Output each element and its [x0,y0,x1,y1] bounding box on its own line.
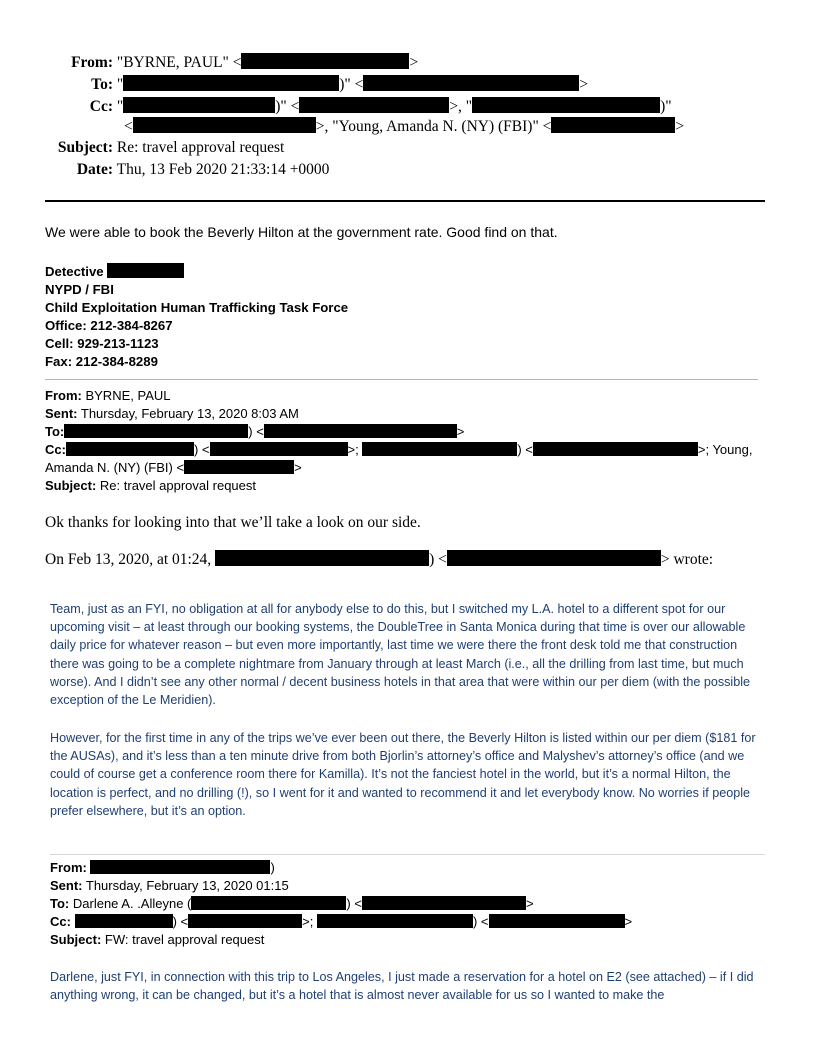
quoted3-cc-row: Cc: ) < >; ) < > [50,914,633,929]
redaction [188,914,302,928]
header-cc-row: Cc: " )" < >, " )" [0,97,672,117]
quoted3-sent-value: Thursday, February 13, 2020 01:15 [85,878,289,893]
header-to-label: To: [91,76,113,93]
header-cc-row-2: < >, "Young, Amanda N. (NY) (FBI)" < > [124,118,685,135]
header-cc-young: >, "Young, Amanda N. (NY) (FBI)" < [315,118,552,135]
redaction [363,75,579,91]
quoted1-to-label: To: [45,424,65,439]
redaction [107,263,184,278]
signature-office: Office: 212-384-8267 [45,318,173,333]
quoted3-subject-row [50,931,632,949]
redaction [123,75,339,91]
quoted-header-2 [50,859,632,949]
quote-divider-2 [50,854,765,855]
quoted3-to-row: To: Darlene A. .Alleyne ( ) < > [50,896,534,911]
header-from-value: "BYRNE, PAUL" < [116,54,242,71]
redaction [184,460,294,474]
redaction [362,896,526,910]
redaction [66,442,194,456]
redaction [75,914,173,928]
quoted3-from-label: From: [50,860,87,875]
quoted3-sent-row [50,877,632,895]
redaction [362,442,517,456]
quoted3-body: Darlene, just FYI, in connection with this trip to Los Angeles, I just made a reservation for a hotel on E2 (see attached) – if I did anything wrong, it can be changed, but it’s a hotel that is almost never available for us so I wanted to make the [50,970,754,1003]
quoted3-to-label: To: [50,896,70,911]
quoted2-para2: However, for the first time in any of the trips we’ve ever been out there, the Beverly Hilton is listed within our per diem ($181 for the AUSAs), and it’s less than a ten minute drive from both Bjorlin’s attorney’s office and Malyshev’s attorney’s office (and we could of course get a conference room there for Kamilla). It’s not the fanciest hotel in the world, but it’s a normal Hilton, the location is perfect, and no drilling (!), so I went for it and wanted to recommend it and let everybody know. No worries if people prefer elsewhere, but it’s an option. [50,731,756,818]
redaction [299,97,449,113]
message-body: We were able to book the Beverly Hilton at the government rate. Good find on that. [45,224,558,240]
header-subject-label: Subject: [57,139,113,156]
redaction [472,97,660,113]
quoted1-subject-row [45,477,752,495]
redaction [133,117,316,133]
signature-title: Detective [45,264,104,279]
quoted1-subject-value: Re: travel approval request [99,478,257,493]
redaction [317,914,473,928]
redaction [447,550,661,566]
quoted1-sent-label: Sent: [45,406,78,421]
quoted1-on-suffix: > wrote: [660,551,714,568]
quoted-header-1 [45,387,752,495]
header-divider [45,200,765,202]
signature-title-row [45,263,348,281]
quoted3-subject-value: FW: travel approval request [104,932,265,947]
quoted1-sent-value: Thursday, February 13, 2020 8:03 AM [80,406,299,421]
header-cc-label: Cc: [89,98,113,115]
redaction [123,97,275,113]
quoted1-to-row: To: ) < > [45,424,465,439]
header-subject-row [0,138,284,158]
quoted3-sent-label: Sent: [50,878,83,893]
quoted1-sent-row [45,405,752,423]
signature-cell: Cell: 929-213-1123 [45,336,159,351]
quoted1-cc-line2: Amanda N. (NY) (FBI) < [45,460,185,475]
header-from-label: From: [71,54,113,71]
quoted1-cc-tail: ; Young, [705,442,753,457]
quoted1-cc-label: Cc: [45,442,66,457]
quoted3-to-value: Darlene A. .Alleyne ( [72,896,192,911]
quoted1-from-row [45,387,752,405]
quoted1-from-label: From: [45,388,82,403]
quoted1-from-value: BYRNE, PAUL [85,388,171,403]
quoted2-para1: Team, just as an FYI, no obligation at all for anybody else to do this, but I switched my L.A. hotel to a different spot for our upcoming visit – at least through our booking systems, the DoubleTree in Santa Monica during that time is over our allowable daily price for whatever reason – but even more importantly, last time we were there the front desk told me that construction there was going to be a complete nightmare from January through at least March (i.e., all the drilling from last time, but much worse). And I didn’t see any other normal / decent business hotels in that area that were within our per diem (with the possible exception of the Le Meridien). [50,602,751,708]
quoted1-body: Ok thanks for looking into that we’ll take a look on our side. [45,514,421,531]
quoted1-on-line: On Feb 13, 2020, at 01:24, ) < > wrote: [45,551,714,568]
quoted1-on-prefix: On Feb 13, 2020, at 01:24, [45,551,212,568]
signature-unit: Child Exploitation Human Trafficking Task Force [45,300,349,315]
quoted3-from-row: From: ) [50,860,275,875]
signature-org: NYPD / FBI [45,282,114,297]
quoted1-subject-label: Subject: [45,478,97,493]
signature-fax: Fax: 212-384-8289 [45,354,158,369]
quoted3-cc-label: Cc: [50,914,71,929]
quote-divider [45,379,758,380]
quoted3-subject-label: Subject: [50,932,102,947]
header-date-row [0,160,329,180]
signature-block [45,263,348,371]
header-date-value: Thu, 13 Feb 2020 21:33:14 +0000 [116,161,330,178]
redaction [215,550,429,566]
redaction [241,53,409,69]
quoted1-cc-row: Cc: ) < >; ) < >; Young, [45,442,753,457]
redaction [489,914,625,928]
header-subject-value: Re: travel approval request [116,139,285,156]
redaction [210,442,348,456]
redaction [551,117,675,133]
header-date-label: Date: [76,161,113,178]
quoted1-cc-row-2: Amanda N. (NY) (FBI) < > [45,460,302,475]
header-from-row: From: "BYRNE, PAUL" < > [0,53,418,73]
redaction [264,424,457,438]
redaction [191,896,346,910]
redaction [90,860,270,874]
redaction [64,424,248,438]
redaction [533,442,698,456]
header-to-row: To: " )" < > [0,75,588,95]
